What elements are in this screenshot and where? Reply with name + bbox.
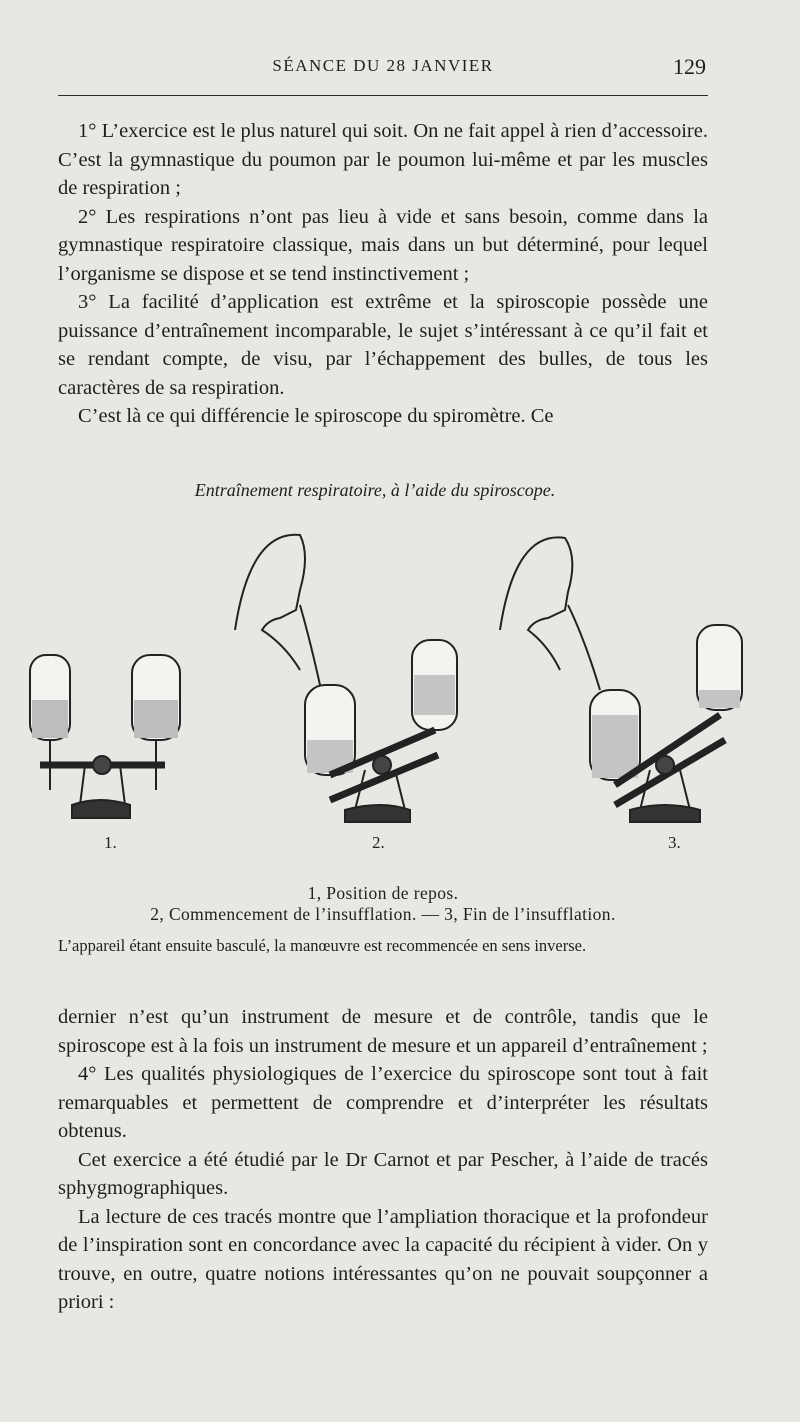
paragraph: Cet exercice a été étudié par le Dr Carnot et par Pescher, à l’aide de tracés sphygmographiques.: [58, 1148, 708, 1199]
paragraph: C’est là ce qui différencie le spiroscope du spiromètre. Ce: [78, 405, 554, 427]
person-silhouette-2: [500, 537, 600, 690]
figure-number: 1.: [104, 833, 117, 852]
figure-caption-line: 2, Commencement de l’insufflation. — 3, Fin de l’insufflation.: [150, 904, 616, 924]
spiroscope-illustration: [0, 500, 800, 840]
paragraph: 1° L’exercice est le plus naturel qui soit. On ne fait appel à rien d’accessoire. C’est la gymnastique du poumon par le poumon lui-même et par les muscles de respiration ;: [58, 120, 708, 199]
spiroscope-apparatus-start: [305, 640, 457, 822]
page-number: 129: [673, 54, 706, 79]
paragraph: 4° Les qualités physiologiques de l’exercice du spiroscope sont tout à fait remarquables et permettent de comprendre et d’interpréter les résultats obtenus.: [58, 1063, 708, 1142]
paragraph: 2° Les respirations n’ont pas lieu à vide et sans besoin, comme dans la gymnastique respiratoire classique, mais dans un but déterminé, pour lequel l’organisme se dispose et se tend instinctivement ;: [58, 205, 708, 285]
paragraph: dernier n’est qu’un instrument de mesure et de contrôle, tandis que le spiroscope est à la fois un instrument de mesure et un appareil d’entraînement ;: [58, 1006, 708, 1057]
spiroscope-apparatus-end: [590, 625, 742, 822]
figure-title: Entraînement respiratoire, à l’aide du spiroscope.: [194, 480, 556, 500]
person-silhouette-1: [235, 535, 320, 685]
figure-number: 3.: [668, 833, 681, 852]
paragraph: La lecture de ces tracés montre que l’ampliation thoracique et la profondeur de l’inspiration sont en concordance avec la capacité du récipient à vider. On y trouve, en outre, quatre notions intéressantes qu’on ne pouvait soupçonner a priori :: [58, 1205, 708, 1313]
running-title: SÉANCE DU 28 JANVIER: [272, 56, 494, 75]
header-rule: [58, 95, 708, 96]
paragraph: 3° La facilité d’application est extrême et la spiroscopie possède une puissance d’entraînement incomparable, le sujet s’intéressant à ce qu’il fait et se rendant compte, de visu, par l’échappement des bulles, de tous les caractères de sa respiration.: [58, 291, 708, 399]
page-header: [58, 56, 708, 80]
figure-spiroscope: [0, 480, 800, 980]
figure-number: 2.: [372, 833, 385, 852]
spiroscope-apparatus-rest: [30, 655, 180, 818]
figure-caption-line: 1, Position de repos.: [307, 883, 459, 903]
text-block-bottom: [58, 1003, 708, 1317]
figure-note: L’appareil étant ensuite basculé, la manœuvre est recommencée en sens inverse.: [58, 936, 587, 955]
text-block-top: [58, 117, 708, 431]
